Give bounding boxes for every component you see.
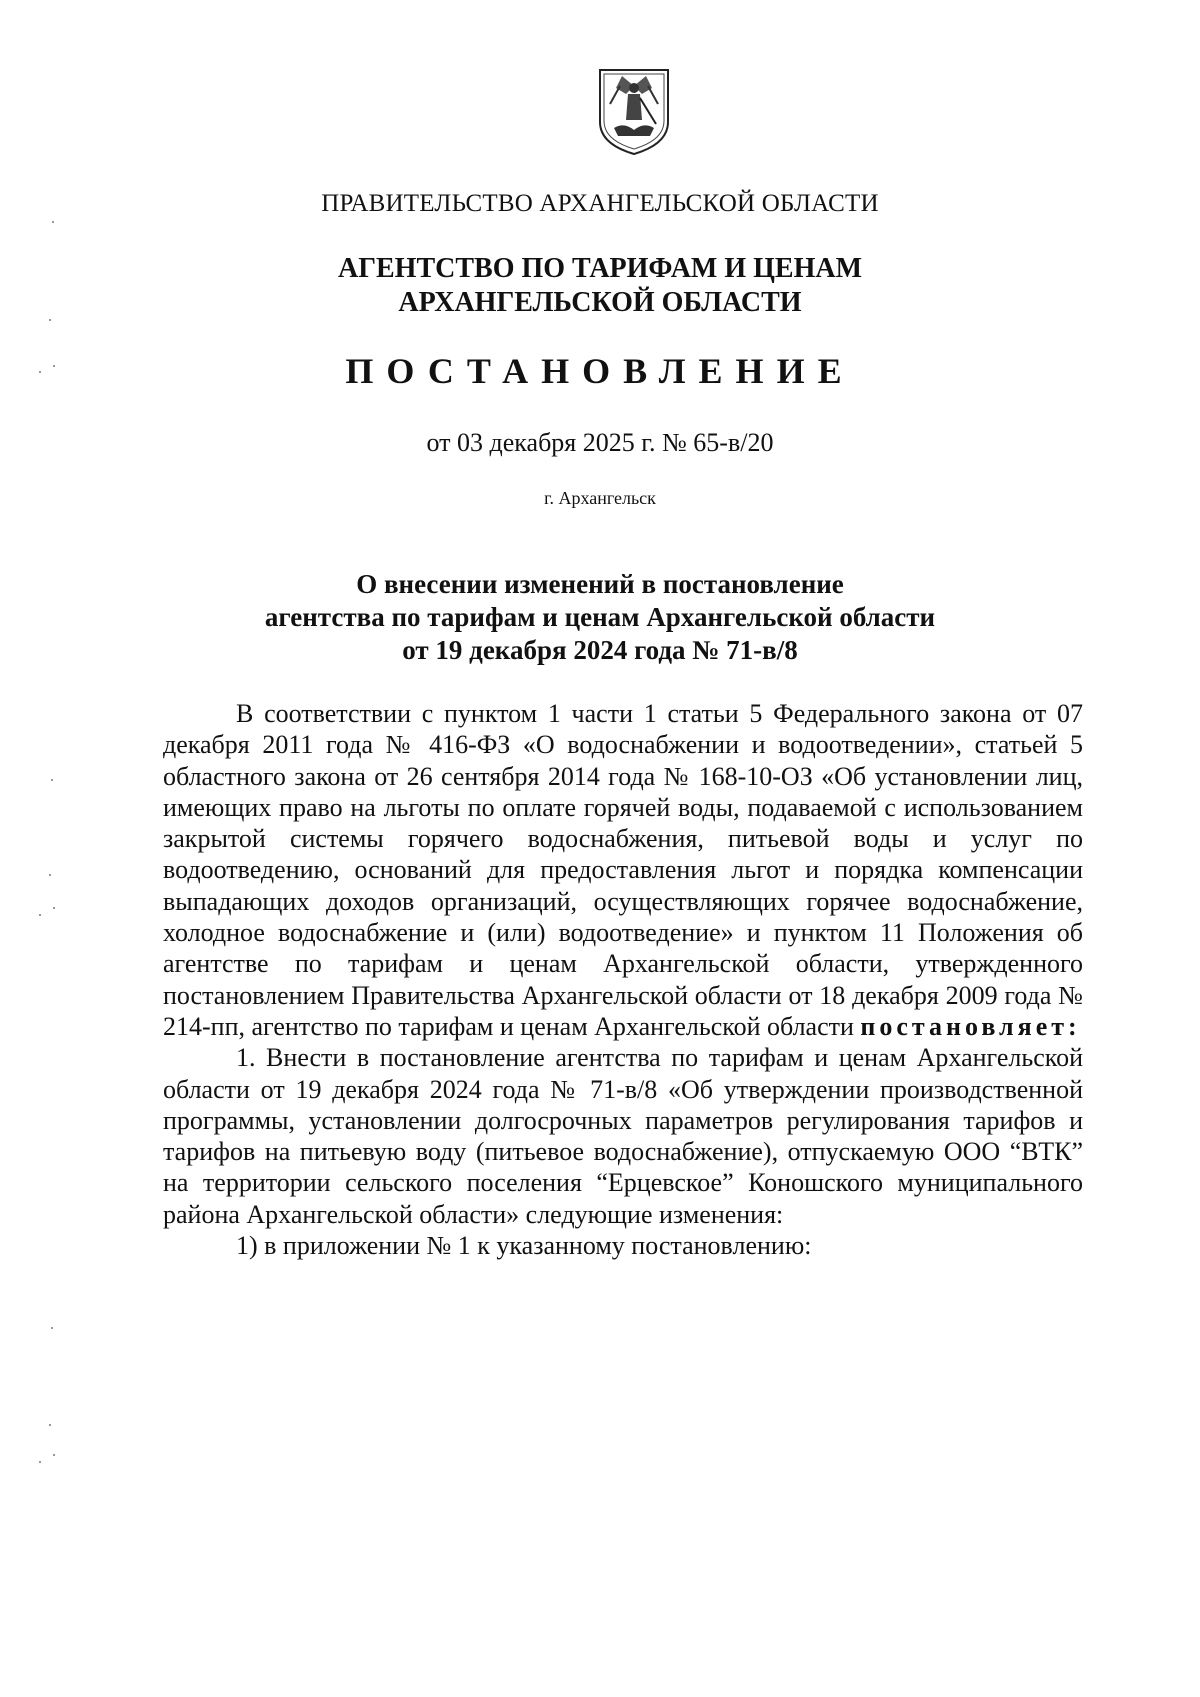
document-type-title: ПОСТАНОВЛЕНИЕ (345, 351, 855, 391)
subject-line-3: от 19 декабря 2024 года № 71-в/8 (402, 635, 798, 665)
subject-line-1: О внесении изменений в постановление (356, 569, 844, 599)
document-date-number: от 03 декабря 2025 г. № 65-в/20 (426, 428, 774, 457)
subitem-1-paragraph: 1) в приложении № 1 к указанному постановлению: (236, 1231, 812, 1261)
resolves-word: постановляет: (860, 1011, 1081, 1041)
document-subject (0, 568, 1200, 667)
subject-line-2: агентства по тарифам и ценам Архангельской области (264, 602, 936, 632)
scan-margin-marks (18, 0, 58, 1697)
agency-title-line-1: АГЕНТСТВО ПО ТАРИФАМ И ЦЕНАМ (337, 253, 863, 284)
coat-of-arms-emblem (594, 64, 674, 156)
document-body (163, 698, 1083, 1261)
preamble-text: В соответствии с пунктом 1 части 1 статьи 5 Федерального закона от 07 декабря 2011 года № 416-ФЗ «О водоснабжении и водоотведении», статьей 5 областного закона от 26 сентября 2014 года № 168-10-ОЗ «Об установлении лиц, имеющих право на льготы по оплате горячей воды, подаваемой с использованием закрытой системы горячего водоснабжения, питьевой воды и услуг по водоотведению, оснований для предоставления льгот и порядка компенсации выпадающих доходов организаций, осуществляющих горячее водоснабжение, холодное водоснабжение и (или) водоотведение» и пунктом 11 Положения об агентстве по тарифам и ценам Архангельской области, утвержденного постановлением Правительства Архангельской области от 18 декабря 2009 года № 214-пп, агентство по тарифам и ценам Архангельской области (163, 699, 1083, 1041)
agency-title-line-2: АРХАНГЕЛЬСКОЙ ОБЛАСТИ (398, 287, 802, 318)
government-title: ПРАВИТЕЛЬСТВО АРХАНГЕЛЬСКОЙ ОБЛАСТИ (321, 190, 879, 217)
preamble-paragraph (163, 698, 1083, 1042)
item-1-paragraph: 1. Внести в постановление агентства по тарифам и ценам Архангельской области от 19 декабря 2024 года № 71-в/8 «Об утверждении производственной программы, установлении долгосрочных параметров регулирования тарифов и тарифов на питьевую воду (питьевое водоснабжение), отпускаемую ООО “ВТК” на территории сельского поселения “Ерцевское” Коношского муниципального района Архангельской области» следующие изменения: (163, 1043, 1083, 1229)
agency-title (0, 252, 1200, 320)
document-city: г. Архангельск (544, 488, 656, 508)
